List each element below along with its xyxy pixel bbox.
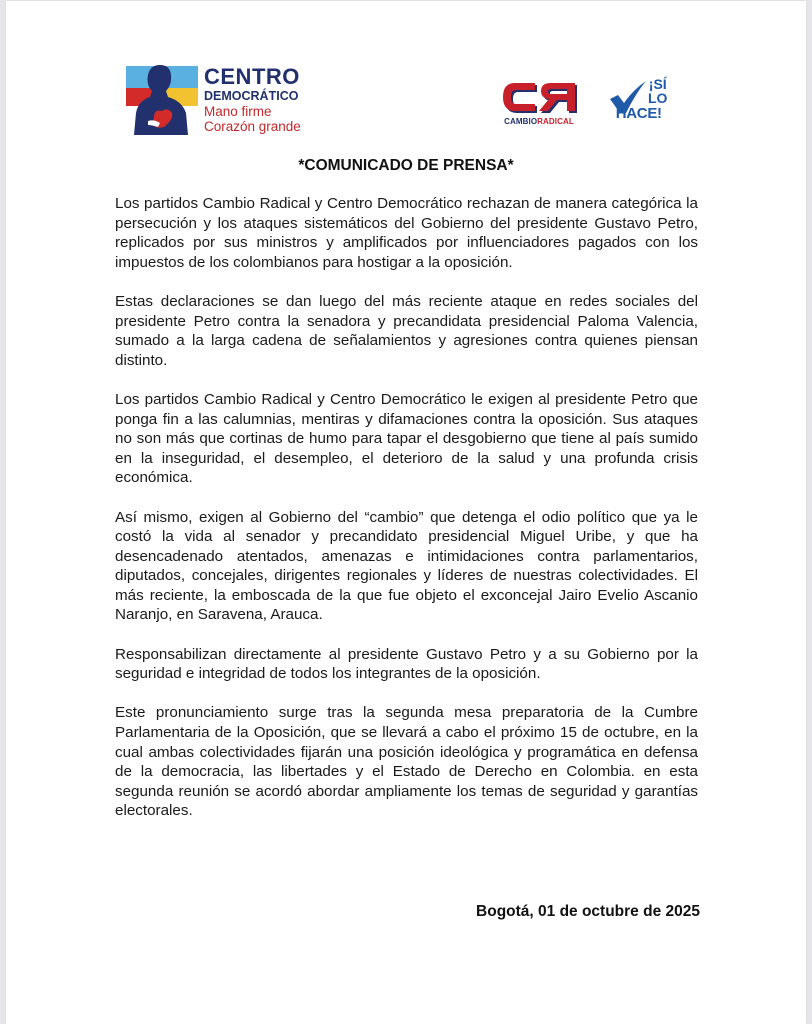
cd-name-line2: DEMOCRÁTICO — [204, 89, 299, 103]
silo-line3: HACE! — [615, 105, 662, 122]
cr-caption-part2: RADICAL — [537, 117, 574, 126]
cd-name-line1: CENTRO — [204, 64, 300, 89]
silo-line2: LO — [648, 90, 668, 106]
cr-monogram-icon — [489, 77, 589, 117]
cd-slogan-line2: Corazón grande — [204, 119, 301, 134]
cr-caption-part1: CAMBIO — [504, 117, 538, 126]
cr-caption — [489, 117, 589, 126]
paragraph-3: Los partidos Cambio Radical y Centro Democrático le exigen al presidente Petro que ponga fin a las calumnias, mentiras y difamaciones contra la oposición. Sus ataques no son más que cortinas de humo para tapar el desgobierno que tiene al país sumido en la inseguridad, el desempleo, el deterioro de la salud y una profunda crisis económica. — [115, 390, 698, 487]
place-and-date: Bogotá, 01 de octubre de 2025 — [476, 903, 700, 920]
paragraph-5: Responsabilizan directamente al presidente Gustavo Petro y a su Gobierno por la seguridad e integridad de todos los integrantes de la oposición. — [115, 645, 698, 683]
document-body — [115, 194, 698, 841]
paragraph-2: Estas declaraciones se dan luego del más reciente ataque en redes sociales del presidente Petro contra la senadora y precandidata presidencial Paloma Valencia, sumado a la larga cadena de señalamientos y agresiones contra quienes piensan distinto. — [115, 292, 698, 369]
paragraph-4: Así mismo, exigen al Gobierno del “cambio” que detenga el odio político que ya le costó la vida al senador y precandidato presidencial Miguel Uribe, y que ha desencadenado atentados, amenazas e intimidaciones contra parlamentarios, diputados, concejales, dirigentes regionales y líderes de nuestras colectividades. El más reciente, la emboscada de la que fue objeto el exconcejal Jairo Evelio Ascanio Naranjo, en Saravena, Arauca. — [115, 508, 698, 624]
centro-democratico-emblem-icon — [124, 61, 200, 137]
press-release-page — [6, 1, 806, 1024]
paragraph-6: Este pronunciamiento surge tras la segunda mesa preparatoria de la Cumbre Parlamentaria de la Oposición, que se llevará a cabo el próximo 15 de octubre, en la cual ambas colectividades fijarán una posición ideológica y programática en defensa de la democracia, las libertades y el Estado de Derecho en Colombia. en esta segunda reunión se acordó abordar ampliamente los temas de seguridad y garantías electorales. — [115, 704, 698, 820]
paragraph-1: Los partidos Cambio Radical y Centro Democrático rechazan de manera categórica la persecución y los ataques sistemáticos del Gobierno del presidente Gustavo Petro, replicados por sus ministros y amplificados por influenciadores pagados con los impuestos de los colombianos para hostigar a la oposición. — [115, 195, 698, 271]
document-title: *COMUNICADO DE PRENSA* — [298, 157, 514, 174]
centro-democratico-logo — [124, 61, 324, 137]
silo-line1: ¡SÍ — [648, 76, 667, 92]
cambio-radical-logo — [489, 77, 589, 127]
cd-slogan-line1: Mano firme — [204, 103, 272, 119]
si-lo-hace-logo — [606, 75, 676, 129]
